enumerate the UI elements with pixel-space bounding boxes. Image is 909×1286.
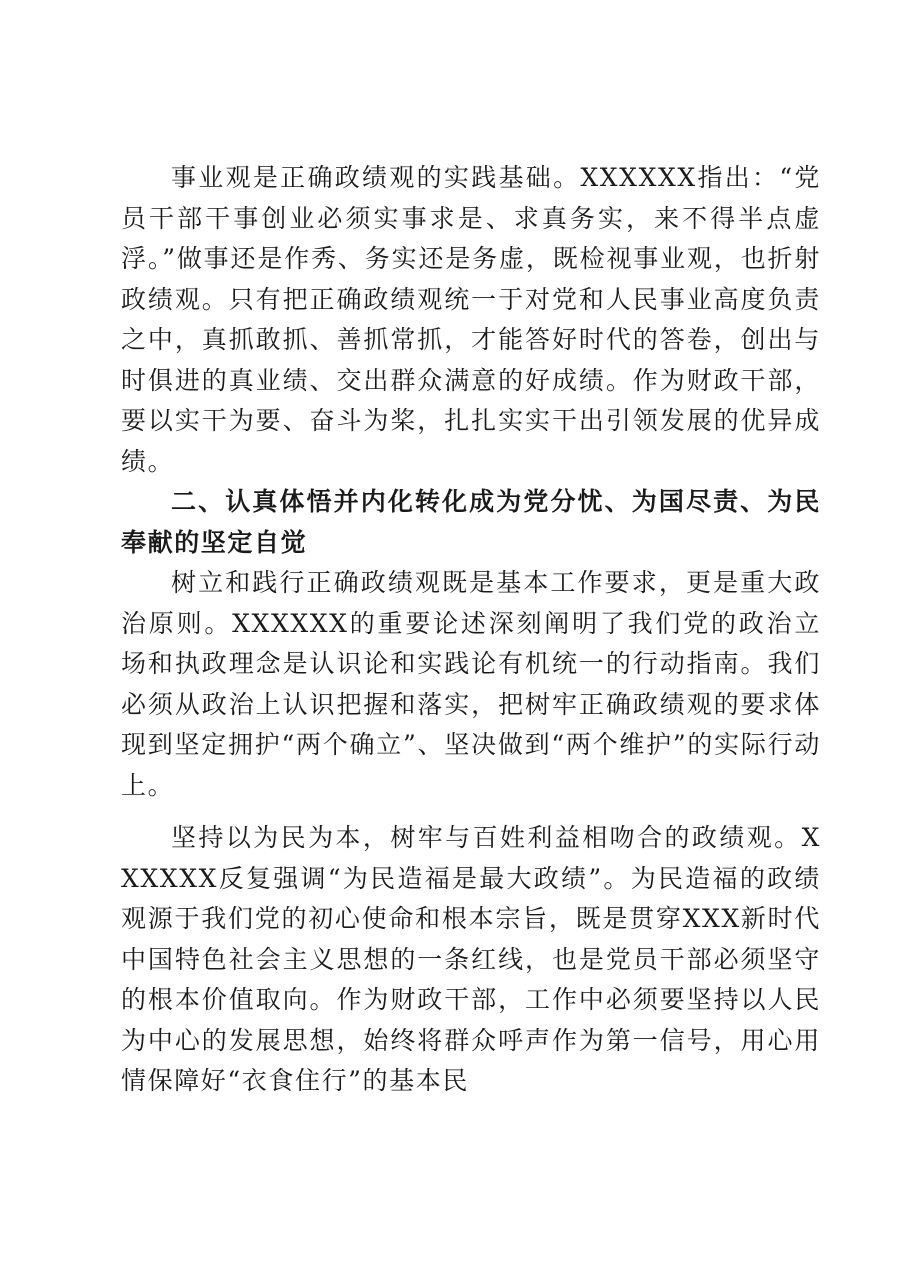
document-page (121, 158, 821, 1102)
paragraph-political-principle: 树立和践行正确政绩观既是基本工作要求，更是重大政治原则。XXXXXX的重要论述深刻阐明了我们党的政治立场和执政理念是认识论和实践论有机统一的行动指南。我们必须从政治上认识把握和落实，把树牢正确政绩观的要求体现到坚定拥护“两个确立”、坚决做到“两个维护”的实际行动上。 (121, 568, 821, 800)
section-heading-two: 二、认真体悟并内化转化成为党分忧、为国尽责、为民奉献的坚定自觉 (121, 487, 821, 557)
paragraph-people-first: 坚持以为民为本，树牢与百姓利益相吻合的政绩观。XXXXXX反复强调“为民造福是最大政绩”。为民造福的政绩观源于我们党的初心使命和根本宗旨，既是贯穿XXX新时代中国特色社会主义思想的一条红线，也是党员干部必须坚守的根本价值取向。作为财政干部，工作中必须要坚持以人民为中心的发展思想，始终将群众呼声作为第一信号，用心用情保障好“衣食住行”的基本民 (121, 823, 821, 1095)
paragraph-gap (121, 806, 821, 818)
paragraph-career-view: 事业观是正确政绩观的实践基础。XXXXXX指出：“党员干部干事创业必须实事求是、求真务实，来不得半点虚浮。”做事还是作秀、务实还是务虚，既检视事业观，也折射政绩观。只有把正确政绩观统一于对党和人民事业高度负责之中，真抓敢抓、善抓常抓，才能答好时代的答卷，创出与时俱进的真业绩、交出群众满意的好成绩。作为财政干部，要以实干为要、奋斗为桨，扎扎实实干出引领发展的优异成绩。 (121, 163, 821, 476)
